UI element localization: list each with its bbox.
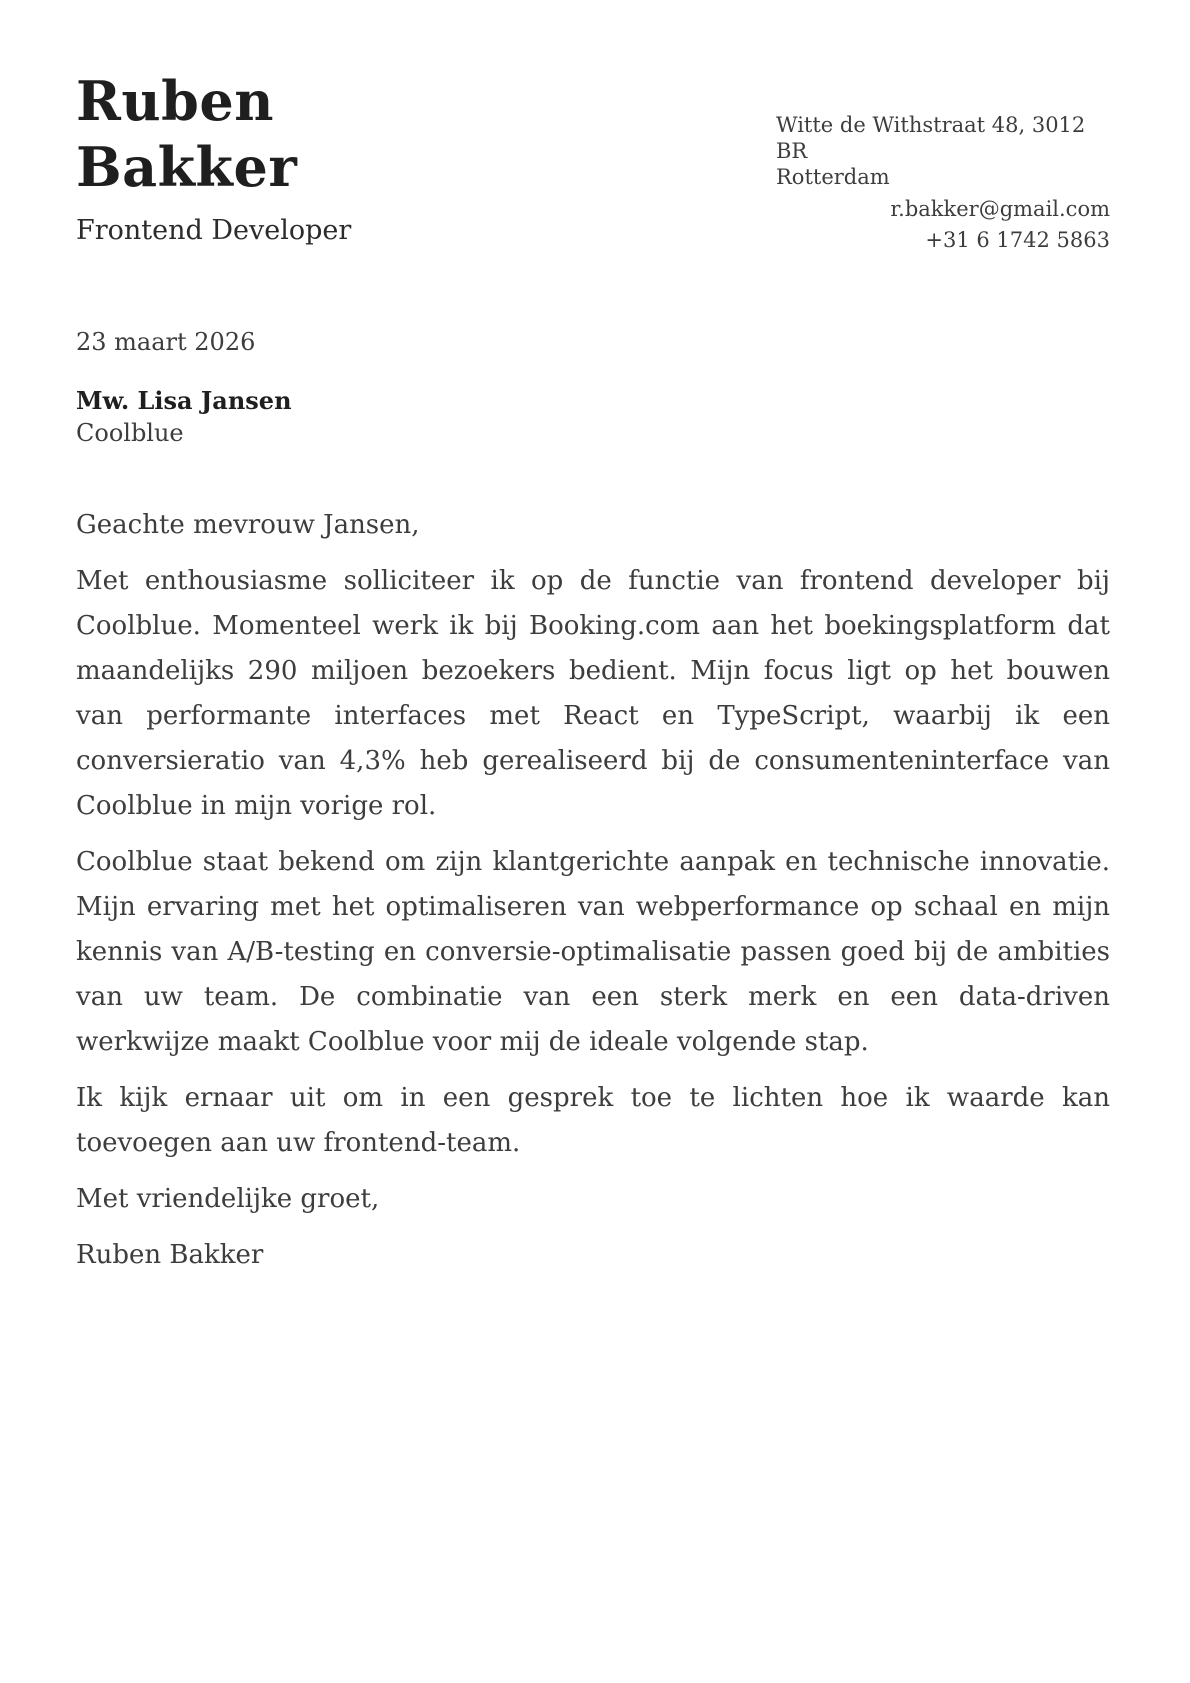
sender-name <box>76 68 351 200</box>
recipient-block <box>76 385 1110 449</box>
letter-body <box>76 503 1110 1278</box>
sender-job-title: Frontend Developer <box>76 215 352 246</box>
sender-phone: +31 6 1742 5863 <box>925 228 1110 252</box>
address-line-2: Rotterdam <box>776 165 890 189</box>
recipient-company: Coolblue <box>76 419 184 447</box>
closing-line: Met vriendelijke groet, <box>76 1184 380 1214</box>
letter-meta <box>76 327 1110 449</box>
body-paragraph-2: Coolblue staat bekend om zijn klantgerichte aanpak en technische innovatie. Mijn ervaring met het optimaliseren van webperformance op schaal en mijn kennis van A/B-testing en conversie-optimalisatie passen goed bij de ambities van uw team. De combinatie van een sterk merk en een data-driven werkwijze maakt Coolblue voor mij de ideale volgende stap. <box>76 847 1110 1057</box>
recipient-name: Mw. Lisa Jansen <box>76 386 292 415</box>
sender-email: r.bakker@gmail.com <box>890 197 1110 221</box>
sender-identity <box>76 68 351 248</box>
body-paragraph-3: Ik kijk ernaar uit om in een gesprek toe te lichten hoe ik waarde kan toevoegen aan uw frontend-team. <box>76 1083 1110 1158</box>
contact-block <box>776 112 1110 253</box>
signature-name: Ruben Bakker <box>76 1240 264 1270</box>
letter-date: 23 maart 2026 <box>76 328 256 356</box>
body-paragraph-1: Met enthousiasme solliciteer ik op de functie van frontend developer bij Coolblue. Momenteel werk ik bij Booking.com aan het boekingsplatform dat maandelijks 290 miljoen bezoekers bedient. Mijn focus ligt op het bouwen van performante interfaces met React en TypeScript, waarbij ik een conversieratio van 4,3% heb gerealiseerd bij de consumenteninterface van Coolblue in mijn vorige rol. <box>76 566 1110 821</box>
sender-address <box>776 112 1110 190</box>
letter-header <box>76 68 1110 253</box>
salutation: Geachte mevrouw Jansen, <box>76 510 420 540</box>
address-line-1: Witte de Withstraat 48, 3012 BR <box>776 113 1086 163</box>
sender-last-name: Bakker <box>76 135 298 199</box>
sender-first-name: Ruben <box>76 69 275 133</box>
